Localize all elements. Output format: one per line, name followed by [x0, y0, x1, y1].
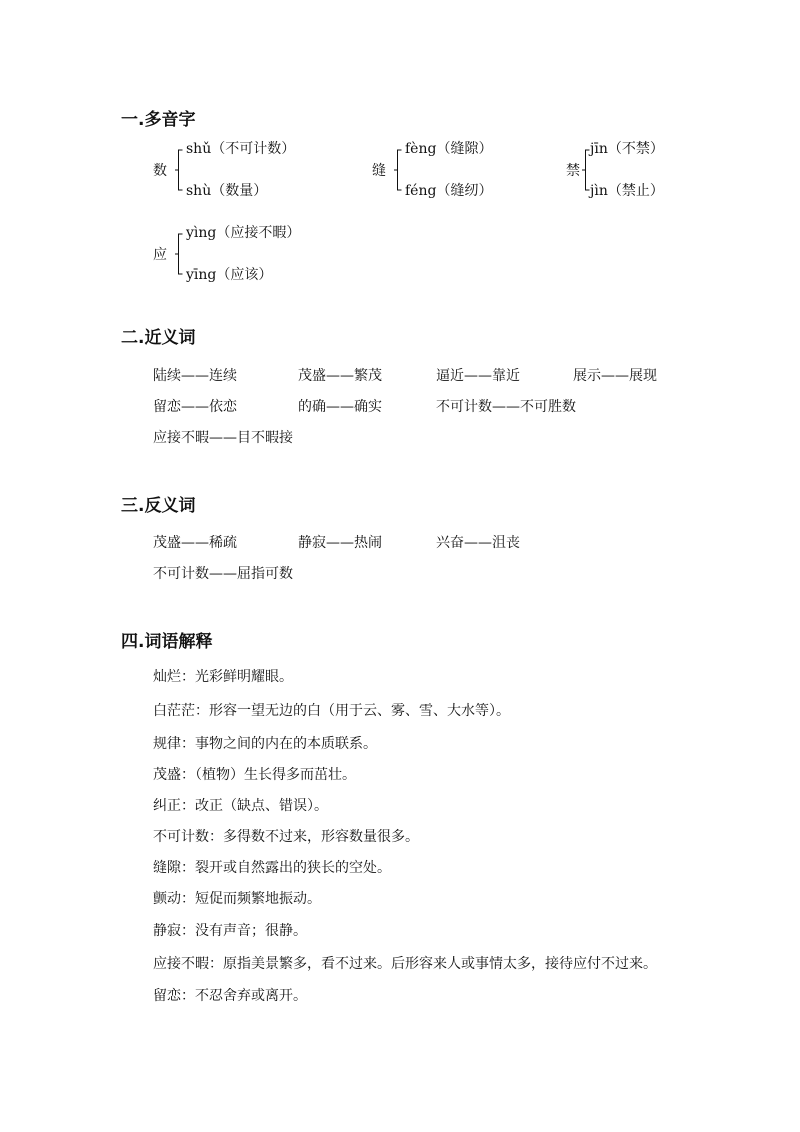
synonym-pair: 陆续——连续 [153, 368, 237, 384]
definition-item: 白茫茫：形容一望无边的白（用于云、雾、雪、大水等）。 [153, 703, 510, 719]
polyphone-reading [590, 182, 664, 200]
example-word: （不可计数） [211, 141, 296, 157]
polyphone-reading [186, 182, 267, 200]
synonym-pair: 逼近——靠近 [436, 368, 520, 384]
polyphone-reading [405, 182, 492, 200]
synonym-pair: 应接不暇——目不暇接 [153, 430, 293, 446]
polyphone-char: 数 [153, 163, 167, 179]
brace-icon [175, 233, 183, 275]
pinyin: yīng [186, 267, 217, 283]
pinyin: jīn [590, 141, 608, 157]
antonym-pair: 兴奋——沮丧 [436, 535, 520, 551]
pinyin: yìng [186, 225, 217, 241]
definition-item: 纠正：改正（缺点、错误）。 [153, 798, 328, 814]
section-title-polyphones: 一.多音字 [121, 110, 196, 130]
example-word: （禁止） [607, 183, 664, 199]
antonym-pair: 静寂——热闹 [298, 535, 382, 551]
synonym-pair: 茂盛——繁茂 [298, 368, 382, 384]
polyphone-reading [186, 266, 272, 284]
pinyin: jìn [590, 183, 608, 199]
definition-item: 颤动：短促而频繁地振动。 [153, 891, 321, 907]
polyphone-reading [186, 224, 300, 242]
section-title-synonyms: 二.近义词 [121, 328, 196, 348]
synonym-pair: 的确——确实 [298, 399, 382, 415]
synonym-pair: 展示——展现 [573, 368, 657, 384]
polyphone-char: 禁 [566, 163, 580, 179]
definition-item: 不可计数：多得数不过来，形容数量很多。 [153, 829, 419, 845]
antonym-pair: 不可计数——屈指可数 [153, 566, 293, 582]
definition-item: 灿烂：光彩鲜明耀眼。 [153, 669, 293, 685]
pinyin: fèng [405, 141, 437, 157]
brace-icon [175, 149, 183, 191]
example-word: （数量） [211, 183, 268, 199]
definition-item: 茂盛：（植物）生长得多而茁壮。 [153, 767, 356, 783]
pinyin: féng [405, 183, 437, 199]
example-word: （缝隙） [436, 141, 493, 157]
pinyin: shù [186, 183, 212, 199]
example-word: （应接不暇） [216, 225, 301, 241]
definition-item: 应接不暇：原指美景繁多，看不过来。后形容来人或事情太多，接待应付不过来。 [153, 956, 657, 972]
polyphone-char: 应 [153, 247, 167, 263]
example-word: （应该） [216, 267, 273, 283]
brace-icon [394, 149, 402, 191]
pinyin: shǔ [186, 141, 212, 157]
polyphone-reading [590, 140, 664, 158]
polyphone-char: 缝 [372, 163, 386, 179]
synonym-pair: 留恋——依恋 [153, 399, 237, 415]
definition-item: 缝隙：裂开或自然露出的狭长的空处。 [153, 860, 391, 876]
example-word: （缝纫） [436, 183, 493, 199]
polyphone-reading [405, 140, 492, 158]
section-title-definitions: 四.词语解释 [121, 632, 213, 652]
polyphone-reading [186, 140, 295, 158]
synonym-pair: 不可计数——不可胜数 [436, 399, 576, 415]
antonym-pair: 茂盛——稀疏 [153, 535, 237, 551]
example-word: （不禁） [607, 141, 664, 157]
section-title-antonyms: 三.反义词 [121, 496, 196, 516]
definition-item: 静寂：没有声音；很静。 [153, 923, 307, 939]
brace-icon [582, 149, 590, 191]
definition-item: 规律：事物之间的内在的本质联系。 [153, 736, 377, 752]
definition-item: 留恋：不忍舍弃或离开。 [153, 988, 307, 1004]
